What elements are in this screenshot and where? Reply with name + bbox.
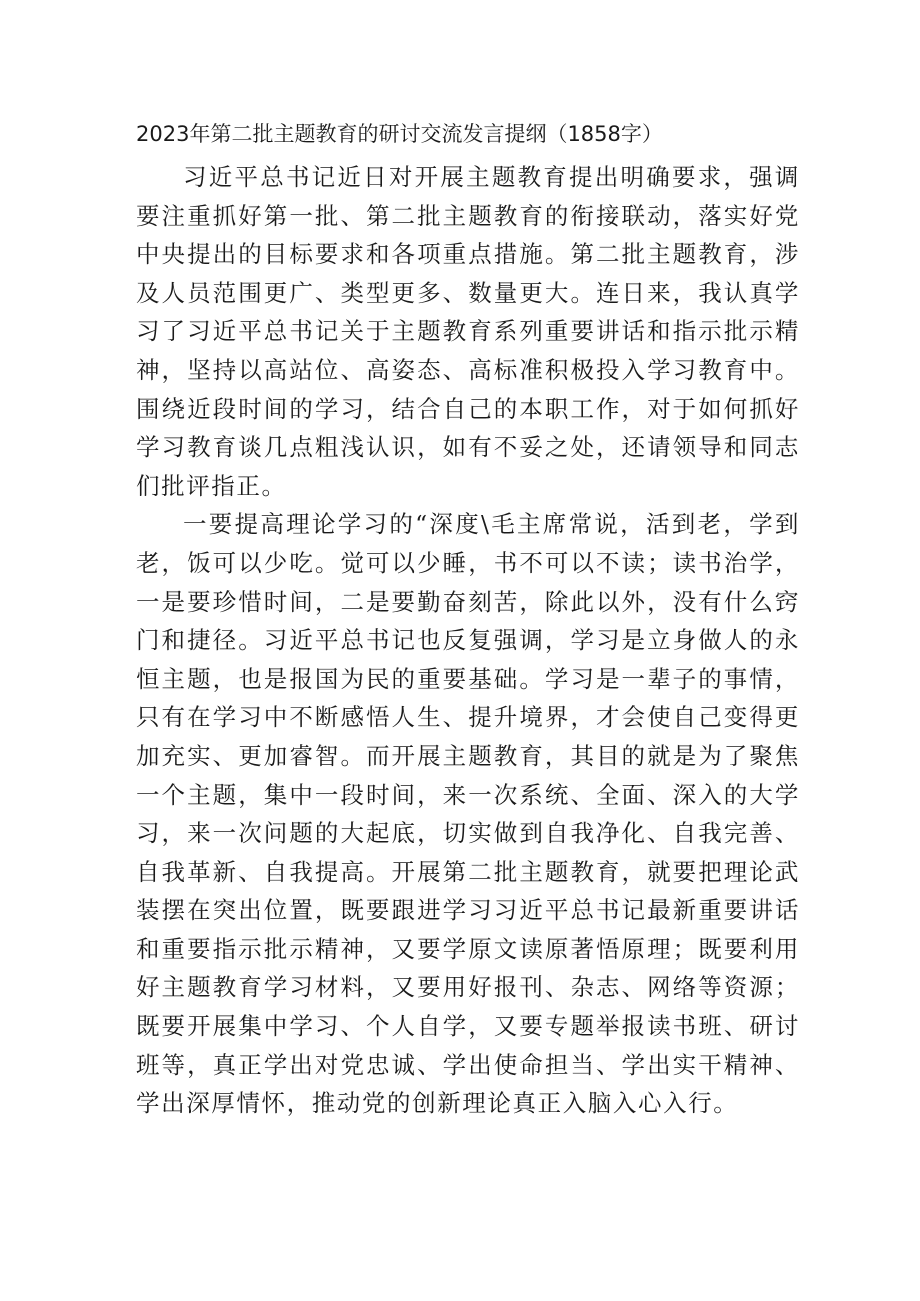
document-body [136,158,800,1123]
paragraph-intro: 习近平总书记近日对开展主题教育提出明确要求，强调要注重抓好第一批、第二批主题教育的衔接联动，落实好党中央提出的目标要求和各项重点措施。第二批主题教育，涉及人员范围更广、类型更多、数量更大。连日来，我认真学习了习近平总书记关于主题教育系列重要讲话和指示批示精神，坚持以高站位、高姿态、高标准积极投入学习教育中。围绕近段时间的学习，结合自己的本职工作，对于如何抓好学习教育谈几点粗浅认识，如有不妥之处，还请领导和同志们批评指正。 [136,163,800,500]
paragraph-theory-study: 一要提高理论学习的“深度\毛主席常说，活到老，学到老，饭可以少吃。觉可以少睡，书不可以不读；读书治学，一是要珍惜时间，二是要勤奋刻苦，除此以外，没有什么窍门和捷径。习近平总书记也反复强调，学习是立身做人的永恒主题，也是报国为民的重要基础。学习是一辈子的事情，只有在学习中不断感悟人生、提升境界，才会使自己变得更加充实、更加睿智。而开展主题教育，其目的就是为了聚焦一个主题，集中一段时间，来一次系统、全面、深入的大学习，来一次问题的大起底，切实做到自我净化、自我完善、自我革新、自我提高。开展第二批主题教育，就要把理论武装摆在突出位置，既要跟进学习习近平总书记最新重要讲话和重要指示批示精神，又要学原文读原著悟原理；既要利用好主题教育学习材料，又要用好报刊、杂志、网络等资源；既要开展集中学习、个人自学，又要专题举报读书班、研讨班等，真正学出对党忠诚、学出使命担当、学出实干精神、学出深厚情怀，推动党的创新理论真正入脑入心入行。 [136,510,800,1118]
document-title: 2023年第二批主题教育的研讨交流发言提纲（1858字） [136,122,663,146]
